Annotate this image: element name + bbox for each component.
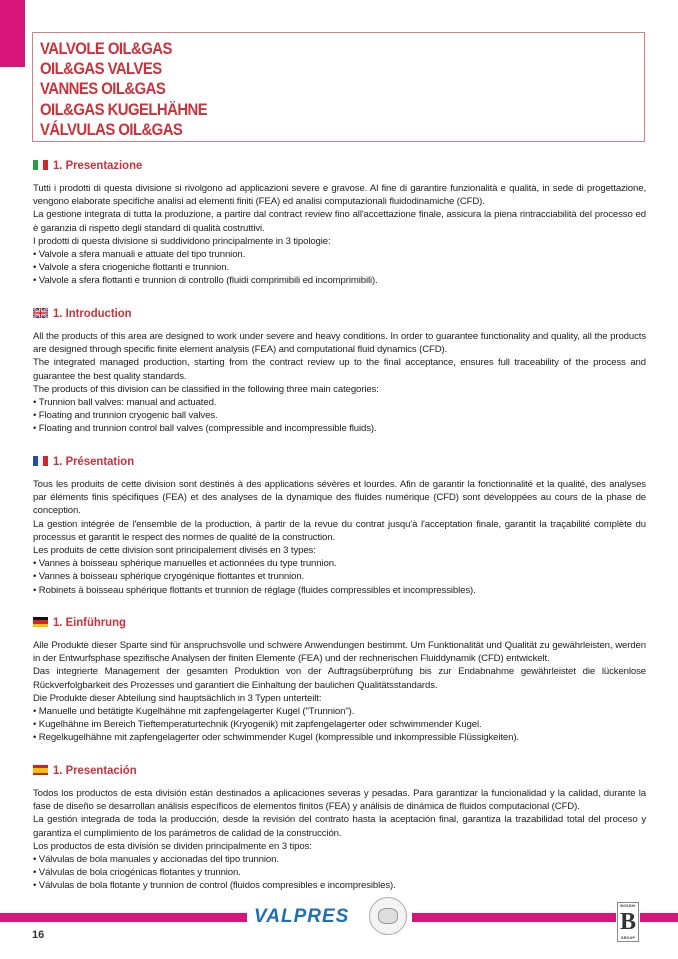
section-german (33, 614, 646, 745)
list-item: • Robinets à boisseau sphérique flottants et trunnion de réglage (fluides compressibles et incompressibles). (33, 584, 646, 597)
list-item: • Trunnion ball valves: manual and actuated. (33, 396, 646, 409)
paragraph: Die Produkte dieser Abteilung sind hauptsächlich in 3 Typen unterteilt: (33, 692, 322, 704)
section-body (33, 182, 646, 288)
section-body (33, 478, 646, 597)
title-english: OIL&GAS VALVES (40, 60, 162, 79)
list-item: • Vannes à boisseau sphérique cryogénique flottantes et trunnion. (33, 570, 646, 583)
paragraph: The products of this division can be classified in the following three main categories: (33, 383, 379, 395)
paragraph: La gestion intégrée de l'ensemble de la production, à partir de la revue du contrat jusqu'à l'acceptation finale, garantit la traçabilité complète du processus et garantit le respect des normes de qualité de la construction. (33, 518, 646, 543)
section-body (33, 787, 646, 893)
list-item: • Valvole a sfera manuali e attuate del tipo trunnion. (33, 248, 646, 261)
uk-flag-icon (33, 308, 48, 318)
list-item: • Floating and trunnion cryogenic ball valves. (33, 409, 646, 422)
title-german: OIL&GAS KUGELHÄHNE (40, 100, 208, 119)
paragraph: Alle Produkte dieser Sparte sind für anspruchsvolle und schwere Anwendungen bestimmt. Um Funktionalität und Qualität zu gewährleisten, werden in der Entwurfsphase spezifische Analysen der finiten Elemente (FEA) und der rechnerischen Fluiddynamik (CFD) entwickelt. (33, 640, 646, 665)
title-spanish: VÁLVULAS OIL&GAS (40, 120, 183, 139)
page-number: 16 (32, 929, 45, 941)
section-title: 1. Einführung (53, 615, 126, 629)
paragraph: La gestione integrata di tutta la produzione, a partire dal contract review fino all'accettazione finale, assicura la piena rintracciabilità del processo ed è garanzia di rispetto degli standard di qualità costruttivi. (33, 209, 646, 234)
paragraph: La gestión integrada de toda la producción, desde la revisión del contrato hasta la aceptación final, garantiza la trazabilidad total del proceso y garantiza el cumplimiento de los parámetros de calidad de la construcción. (33, 814, 646, 839)
paragraph: I prodotti di questa divisione si suddividono principalmente in 3 tipologie: (33, 235, 331, 247)
title-italian: VALVOLE OIL&GAS (40, 40, 172, 58)
section-title: 1. Introduction (53, 306, 132, 320)
corner-tab (0, 0, 25, 67)
list-item: • Válvulas de bola criogénicas flotantes y trunnion. (33, 866, 646, 879)
section-french (33, 453, 646, 597)
paragraph: Das integrierte Management der gesamten Produktion von der Auftragsüberprüfung bis zur Endabnahme gewährleistet die lückenlose Rückverfolgbarkeit des Prozesses und garantiert die Einhaltung der baulichen Qualitätsstandards. (33, 666, 646, 691)
section-spanish (33, 762, 646, 893)
list-item: • Valvole a sfera criogeniche flottanti e trunnion. (33, 261, 646, 274)
italy-flag-icon (33, 160, 48, 170)
list-item: • Regelkugelhähne mit zapfengelagerter oder schwimmender Kugel (kompressible und inkompressible Flüssigkeiten). (33, 731, 646, 744)
paragraph: Tous les produits de cette division sont destinés à des applications sévères et lourdes. Afin de garantir la fonctionnalité et la qualité, des analyses par éléments finis spécifiques (FEA) et des analyses de la dynamique des fluides numérique (CFD) sont développées au cours de la phase de conception. (33, 479, 646, 517)
list-item: • Vannes à boisseau sphérique manuelles et actionnées du type trunnion. (33, 557, 646, 570)
paragraph: Les produits de cette division sont principalement divisés en 3 types: (33, 545, 316, 557)
section-body (33, 639, 646, 745)
paragraph: Los productos de esta división se dividen principalmente en 3 tipos: (33, 840, 312, 852)
section-heading (33, 762, 646, 778)
section-title: 1. Presentazione (53, 158, 143, 172)
group-logo (617, 902, 639, 942)
list-item: • Válvulas de bola manuales y accionadas del tipo trunnion. (33, 853, 646, 866)
paragraph: The integrated managed production, starting from the contract review up to the final acceptance, ensures full traceability of the process and guarantee the best quality standards. (33, 357, 646, 382)
list-item: • Kugelhähne im Bereich Tieftemperaturtechnik (Kryogenik) mit zapfengelagerter oder schwimmender Kugel. (33, 718, 646, 731)
group-logo-top: BOSSHI (620, 904, 636, 908)
group-logo-letter: B (619, 909, 636, 935)
spain-flag-icon (33, 765, 48, 775)
paragraph: Tutti i prodotti di questa divisione si rivolgono ad applicazioni severe e gravose. Al fine di garantire funzionalità e qualità, in sede di progettazione, vengono elaborate specifiche analisi ad elementi finiti (FEA) ed analisi computazionali fluidodinamiche (CFD). (33, 183, 646, 208)
list-item: • Floating and trunnion control ball valves (compressible and incompressible fluids). (33, 422, 646, 435)
title-french: VANNES OIL&GAS (40, 80, 166, 99)
section-english (33, 305, 646, 436)
footer-bar-right (640, 913, 678, 922)
footer-bar-middle (412, 913, 616, 922)
section-heading (33, 453, 646, 469)
germany-flag-icon (33, 617, 48, 627)
list-item: • Válvulas de bola flotante y trunnion de control (fluidos compresibles e incompresibles). (33, 879, 646, 892)
list-item: • Valvole a sfera flottanti e trunnion di controllo (fluidi comprimibili ed incomprimibili). (33, 274, 646, 287)
section-italian (33, 157, 646, 288)
section-body (33, 330, 646, 436)
section-heading (33, 305, 646, 321)
footer-bar-left (0, 913, 247, 922)
certification-seal-icon (369, 897, 407, 935)
section-heading (33, 157, 646, 173)
valpres-logo: VALPRES (254, 906, 350, 927)
title-box (32, 32, 645, 142)
paragraph: Todos los productos de esta división están destinados a aplicaciones severas y pesadas. Para garantizar la funcionalidad y la calidad, durante la fase de diseño se desarrollan análisis específicos de elementos finitos (FEA) y análisis de dinámica de fluidos computacional (CFD). (33, 788, 646, 813)
france-flag-icon (33, 456, 48, 466)
section-heading (33, 614, 646, 630)
list-item: • Manuelle und betätigte Kugelhähne mit zapfengelagerter Kugel ("Trunnion"). (33, 705, 646, 718)
group-logo-bottom: GROUP (620, 936, 636, 940)
section-title: 1. Présentation (53, 454, 135, 468)
paragraph: All the products of this area are designed to work under severe and heavy conditions. In order to guarantee functionality and quality, all the products are designed through specific finite element analysis (FEA) and computational fluid dynamics (CFD). (33, 331, 646, 356)
section-title: 1. Presentación (53, 763, 137, 777)
